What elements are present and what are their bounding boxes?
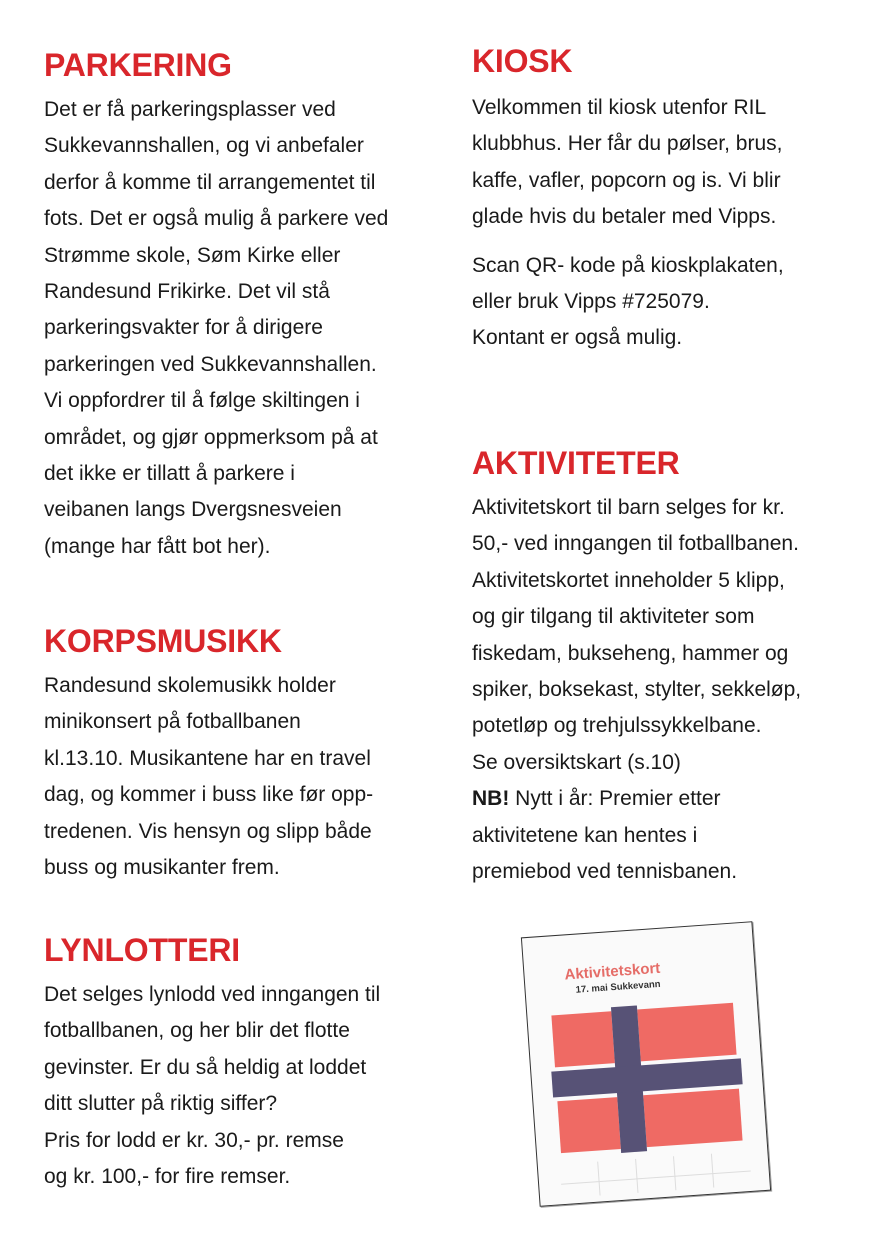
text-line: aktivitetene kan hentes i xyxy=(472,823,698,847)
text-line: området, og gjør oppmerksom på at xyxy=(44,425,378,449)
aktiviteter-text xyxy=(472,490,852,890)
flag-red-bottom-right xyxy=(643,1089,742,1148)
korpsmusikk-text xyxy=(44,668,444,886)
text-line: dag, og kommer i buss like før opp- xyxy=(44,783,374,807)
text-line: Kontant er også mulig. xyxy=(472,326,683,350)
section-korpsmusikk xyxy=(44,623,444,886)
section-kiosk xyxy=(472,43,852,357)
text-line: Velkommen til kiosk utenfor RIL xyxy=(472,96,767,119)
heading-aktiviteter: AKTIVITETER xyxy=(472,445,680,481)
flag-red-top-left xyxy=(551,1011,614,1067)
text-line: fiskedam, bukseheng, hammer og xyxy=(472,641,789,665)
activity-card-image xyxy=(521,921,771,1207)
text-line: Vi oppfordrer til å følge skiltingen i xyxy=(44,389,360,413)
text-line: parkeringen ved Sukkevannshallen. xyxy=(44,352,377,376)
lynlotteri-text xyxy=(44,977,444,1195)
text-line: Aktivitetskort til barn selges for kr. xyxy=(472,496,785,519)
text-line: gevinster. Er du så heldig at loddet xyxy=(44,1055,367,1079)
heading-lynlotteri: LYNLOTTERI xyxy=(44,932,240,968)
nb-line xyxy=(472,781,852,817)
text-line: derfor å komme til arrangementet til xyxy=(44,170,376,194)
text-line: fots. Det er også mulig å parkere ved xyxy=(44,207,389,231)
text-line: Strømme skole, Søm Kirke eller xyxy=(44,243,341,267)
text-line: Det er få parkeringsplasser ved xyxy=(44,98,336,121)
text-line: det ikke er tillatt å parkere i xyxy=(44,462,295,486)
text-line: Det selges lynlodd ved inngangen til xyxy=(44,983,381,1006)
text-line: kaffe, vafler, popcorn og is. Vi blir xyxy=(472,168,781,192)
text-line: Se oversiktskart (s.10) xyxy=(472,750,681,774)
heading-korpsmusikk: KORPSMUSIKK xyxy=(44,623,282,659)
section-parkering xyxy=(44,47,444,565)
text-line: buss og musikanter frem. xyxy=(44,856,280,880)
text-line: spiker, boksekast, stylter, sekkeløp, xyxy=(472,678,802,702)
text-line: parkeringsvakter for å dirigere xyxy=(44,316,323,340)
text-line: minikonsert på fotballbanen xyxy=(44,710,301,734)
kiosk-text xyxy=(472,90,852,357)
card-subtitle: 17. mai Sukkevann xyxy=(575,978,661,996)
text-line: Pris for lodd er kr. 30,- pr. remse xyxy=(44,1128,344,1152)
text-line: og kr. 100,- for fire remser. xyxy=(44,1165,291,1189)
text-line: (mange har fått bot her). xyxy=(44,534,271,558)
flag-red-bottom-left xyxy=(557,1097,620,1153)
text-line: 50,- ved inngangen til fotballbanen. xyxy=(472,532,799,556)
text-line: Randesund skolemusikk holder xyxy=(44,674,336,697)
flag-red-top-right xyxy=(637,1003,736,1062)
heading-kiosk: KIOSK xyxy=(472,43,573,79)
text-line: premiebod ved tennisbanen. xyxy=(472,860,738,884)
text-line: eller bruk Vipps #725079. xyxy=(472,290,710,314)
text-line: og gir tilgang til aktiviteter som xyxy=(472,605,755,629)
section-lynlotteri xyxy=(44,932,444,1195)
text-line: Randesund Frikirke. Det vil stå xyxy=(44,280,330,304)
nb-text: Nytt i år: Premier etter xyxy=(509,787,721,811)
text-line: Sukkevannshallen, og vi anbefaler xyxy=(44,134,364,158)
text-line: Aktivitetskortet inneholder 5 klipp, xyxy=(472,568,785,592)
text-line: tredenen. Vis hensyn og slipp både xyxy=(44,819,372,843)
text-line: Scan QR- kode på kioskplakaten, xyxy=(472,253,784,277)
text-line: kl.13.10. Musikantene har en travel xyxy=(44,746,371,770)
card-title: Aktivitetskort xyxy=(563,959,661,984)
text-line: glade hvis du betaler med Vipps. xyxy=(472,205,777,229)
text-line: fotballbanen, og her blir det flotte xyxy=(44,1019,350,1043)
text-line: klubbhus. Her får du pølser, brus, xyxy=(472,132,783,156)
nb-label: NB! xyxy=(472,787,510,811)
text-line: veibanen langs Dvergsnesveien xyxy=(44,498,342,522)
text-line: potetløp og trehjulssykkelbane. xyxy=(472,714,762,738)
text-line: ditt slutter på riktig siffer? xyxy=(44,1092,278,1116)
clip-grid xyxy=(560,1151,752,1198)
parkering-text xyxy=(44,92,444,565)
activity-card xyxy=(521,921,771,1207)
section-aktiviteter xyxy=(472,445,852,890)
heading-parkering: PARKERING xyxy=(44,47,232,83)
